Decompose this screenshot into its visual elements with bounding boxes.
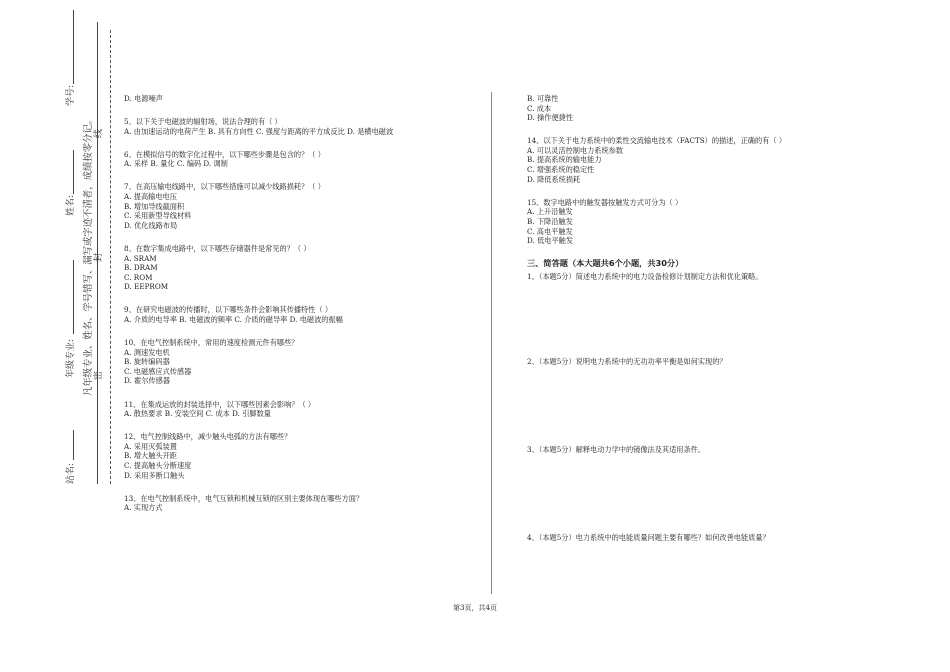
section-3-title: 三、简答题（本大题共6个小题，共30分） <box>527 258 684 269</box>
question-option: B. 下降沿触发 <box>527 216 573 226</box>
student-id-blank <box>73 10 74 84</box>
name-label: 姓名: <box>66 194 76 216</box>
short-answer-question-2: 2、（本题5分）说明电力系统中的无功功率平衡是如何实现的？ <box>527 357 727 367</box>
question-option: A. SRAM <box>124 253 157 263</box>
question-option: A. 提高输电电压 <box>124 192 177 202</box>
question-option: D. 低电平触发 <box>527 236 574 246</box>
question-block <box>124 400 479 419</box>
short-answer-question-4: 4、（本题5分）电力系统中的电能质量问题主要有哪些？如何改善电能质量？ <box>527 532 770 542</box>
question-option: B. 可靠性 <box>527 94 559 103</box>
page-footer: 第3页，共4页 <box>453 604 497 612</box>
margin-notice: 凡年级专业、姓名、学号错写、漏写或字迹不清者，成绩按零分记。 <box>83 114 94 396</box>
short-answer-question-1: 1、（本题5分）简述电力系统中的电力设备检修计划制定方法和优化策略。 <box>527 271 763 281</box>
question-option: C. 提高触头分断速度 <box>124 461 192 471</box>
question-stem: 13、在电气控制系统中，电气互锁和机械互锁的区别主要体现在哪些方面？ <box>124 493 364 503</box>
question-stem: 6、在模拟信号的数字化过程中，以下哪些步骤是包含的？（ ） <box>124 149 325 159</box>
question-option: C. 增强系统的稳定性 <box>527 165 595 175</box>
question-block <box>527 94 857 123</box>
question-stem: 12、电气控制线路中，减少触头电弧的方法有哪些？ <box>124 432 292 442</box>
seal-char-feng: 封 <box>94 252 104 262</box>
question-option: D. 采用多断口触头 <box>124 470 185 480</box>
name-blank <box>73 150 74 194</box>
question-option: C. 高电平触发 <box>527 226 573 236</box>
question-block <box>124 305 479 324</box>
question-option: A. 散热要求 B. 安装空间 C. 成本 D. 引脚数量 <box>124 409 271 419</box>
question-option: D. 降低系统损耗 <box>527 174 581 184</box>
question-option: A. 可以灵活控制电力系统参数 <box>527 145 624 155</box>
question-option: A. 上升沿触发 <box>527 207 573 217</box>
question-block <box>124 94 479 104</box>
question-option: A. 由加速运动的电荷产生 B. 具有方向性 C. 强度与距离的平方成反比 D. 是横电磁波 <box>124 126 394 136</box>
question-block <box>124 182 479 230</box>
question-option: A. 测速发电机 <box>124 347 170 357</box>
question-option: C. 采用新型导线材料 <box>124 211 192 221</box>
question-block <box>527 198 857 246</box>
question-option: B. 旋转编码器 <box>124 357 170 367</box>
question-option: A. 实现方式 <box>124 503 163 513</box>
question-option: A. 采用灭弧装置 <box>124 441 177 451</box>
question-stem: 10、在电气控制系统中，常用的速度检测元件有哪些？ <box>124 338 299 348</box>
question-option: A. 采样 B. 量化 C. 编码 D. 调制 <box>124 159 228 169</box>
question-option: D. 霍尔传感器 <box>124 376 171 386</box>
question-option: B. DRAM <box>124 263 158 273</box>
question-option: A. 介质的电导率 B. 电磁波的频率 C. 介质的磁导率 D. 电磁波的振幅 <box>124 315 343 324</box>
question-block <box>527 136 857 184</box>
margin-dashed-line <box>110 30 111 484</box>
grade-blank <box>73 260 74 334</box>
question-option: D. EEPROM <box>124 282 169 292</box>
question-option: B. 增加导线截面积 <box>124 201 185 211</box>
column-divider <box>491 92 492 594</box>
school-label: 站名: <box>66 462 76 484</box>
question-option: B. 增大触头开距 <box>124 451 177 461</box>
question-option: C. 电磁感应式传感器 <box>124 366 192 376</box>
question-stem: 15、数字电路中的触发器按触发方式可分为（ ） <box>527 197 683 207</box>
question-option: C. ROM <box>124 272 153 282</box>
question-stem: 5、以下关于电磁波的辐射场，说法合理的有（ ） <box>124 117 282 127</box>
question-block <box>124 338 479 386</box>
question-block <box>124 150 479 169</box>
question-stem: 8、在数字集成电路中，以下哪些存储器件是常见的？（ ） <box>124 243 311 253</box>
short-answer-question-3: 3、（本题5分）解释电动力学中的镜像法及其适用条件。 <box>527 445 706 454</box>
left-column <box>124 94 479 526</box>
question-block <box>124 494 479 513</box>
question-stem: 7、在高压输电线路中，以下哪些措施可以减少线路损耗？（ ） <box>124 182 325 192</box>
question-block <box>124 117 479 136</box>
question-option: D. 电源噪声 <box>124 94 163 103</box>
school-blank <box>73 430 74 460</box>
seal-char-mi: 密 <box>94 370 104 380</box>
question-stem: 9、在研究电磁波的传播时，以下哪些条件会影响其传播特性（ ） <box>124 305 333 315</box>
grade-label: 年级专业: <box>66 338 76 378</box>
right-column <box>527 94 857 542</box>
question-option: D. 优化线路布局 <box>124 220 178 230</box>
question-option: C. 成本 <box>527 103 552 113</box>
question-option: D. 操作便捷性 <box>527 113 574 123</box>
question-block <box>124 244 479 292</box>
question-stem: 11、在集成运放的封装选择中，以下哪些因素会影响？（ ） <box>124 399 316 409</box>
question-option: B. 提高系统的输电能力 <box>527 155 602 165</box>
question-block <box>124 432 479 480</box>
seal-char-xian: 线 <box>94 128 104 138</box>
question-stem: 14、以下关于电力系统中的柔性交流输电技术（FACTS）的描述，正确的有（ ） <box>527 136 787 146</box>
student-id-label: 学号: <box>66 84 76 106</box>
